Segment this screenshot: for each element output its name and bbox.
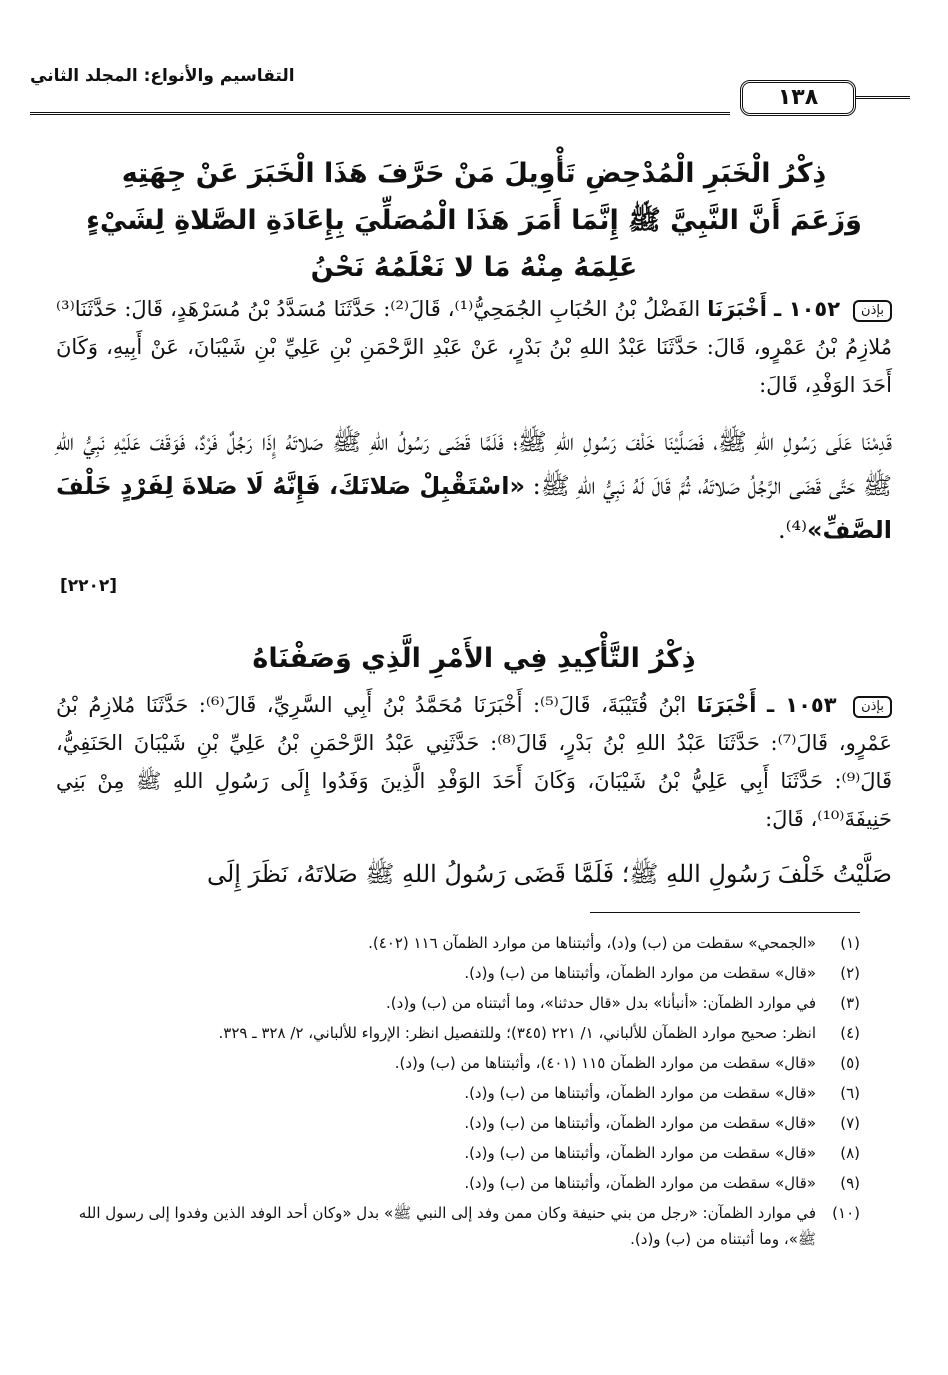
hadith-tag: بإذن [853,696,892,718]
running-title: التقاسيم والأنواع: المجلد الثاني [30,66,295,86]
footnote-text: «قال» سقطت من موارد الظمآن ١١٥ (٤٠١)، وأثبتناها من (ب) و(د). [394,1054,816,1072]
hadith-1053-isnad [56,686,892,838]
footnote-item [60,1018,860,1048]
hadith-1053-matn: صَلَّيْتُ خَلْفَ رَسُولِ اللهِ ﷺ؛ فَلَمَّا قَضَى رَسُولُ اللهِ ﷺ صَلاتَهُ، نَظَرَ إِلَى [206,860,892,888]
footnote-number: (٤) [840,1024,860,1042]
footnote-item [60,1138,860,1168]
footnote-item [60,1078,860,1108]
footnote-item [60,1168,860,1198]
footnote-text: «قال» سقطت من موارد الظمآن، وأثبتناها من (ب) و(د). [464,964,816,982]
section-title-1-line3: عَلِمَهُ مِنْهُ مَا لا نَعْلَمُهُ نَحْنُ [310,252,638,283]
footnote-text: «قال» سقطت من موارد الظمآن، وأثبتناها من (ب) و(د). [464,1174,816,1192]
section-title-1-line2: وَزَعَمَ أَنَّ النَّبِيَّ ﷺ إِنَّمَا أَمَرَ هَذَا الْمُصَلِّيَ بِإِعَادَةِ الصَّلاةِ لِشَيْءٍ [86,205,862,236]
header-rule-right [856,96,910,99]
hadith-1052-matn [56,420,892,552]
footnote-number: (٩) [840,1174,860,1192]
footnote-text: انظر: صحيح موارد الظمآن للألباني، ١/ ٢٢١ (٣٤٥)؛ وللتفصيل انظر: الإرواء للألباني، ٢/ ٣٢٨ ـ ٣٢٩. [218,1024,816,1042]
hadith-number: ١٠٥٣ ـ [766,693,837,717]
footnote-text: في موارد الظمآن: «رجل من بني حنيفة وكان ممن وفد إلى النبي ﷺ» بدل «وكان أحد الوفد الذين وفدوا إلى رسول الله ﷺ»، وما أثبتناه من (ب) و(د). [78,1204,816,1248]
footnote-number: (١) [840,934,860,952]
isnad-text: الفَضْلُ بْنُ الحُبَابِ الجُمَحِيُّ⁽¹⁾، قَالَ⁽²⁾: حَدَّثَنَا مُسَدَّدُ بْنُ مُسَرْهَدٍ، قَالَ: حَدَّثَنَا⁽³⁾ مُلازِمُ بْنُ عَمْرٍو، قَالَ: حَدَّثَنَا عَبْدُ اللهِ بْنُ بَدْرٍ، عَنْ عَبْدِ الرَّحْمَنِ بْنِ عَلِيِّ بْنِ شَيْبَانَ، عَنْ أَبِيهِ، وَكَانَ أَحَدَ الوَفْدِ، قَالَ: [56,297,892,397]
page-header [30,66,890,116]
hadith-tag: بإذن [853,300,892,322]
footnote-text: «الجمحي» سقطت من (ب) و(د)، وأثبتناها من موارد الظمآن ١١٦ (٤٠٢). [368,934,816,952]
footnote-item [60,1108,860,1138]
isnad-text: ابْنُ قُتَيْبَةَ، قَالَ⁽⁵⁾: أَخْبَرَنَا مُحَمَّدُ بْنُ أَبِي السَّرِيِّ، قَالَ⁽⁶⁾: حَدَّثَنَا مُلازِمُ بْنُ عَمْرٍو، قَالَ⁽⁷⁾: حَدَّثَنَا عَبْدُ اللهِ بْنُ بَدْرٍ، قَالَ⁽⁸⁾: حَدَّثَنِي عَبْدُ الرَّحْمَنِ بْنُ عَلِيِّ بْنِ شَيْبَانَ الحَنَفِيُّ، قَالَ⁽⁹⁾: حَدَّثَنَا أَبِي عَلِيُّ بْنُ شَيْبَانَ، وَكَانَ أَحَدَ الوَفْدِ الَّذِينَ وَفَدُوا إِلَى رَسُولِ اللهِ ﷺ مِنْ بَنِي حَنِيفَةَ⁽¹⁰⁾، قَالَ: [56,693,892,831]
section-title-1 [50,150,898,291]
isnad-lead: أَخْبَرَنَا [707,297,767,321]
footnote-text: «قال» سقطت من موارد الظمآن، وأثبتناها من (ب) و(د). [464,1114,816,1132]
footnote-number: (١٠) [832,1204,860,1222]
page-number: ١٣٨ [740,80,856,116]
footnote-separator [590,912,860,913]
footnote-number: (٢) [840,964,860,982]
footnote-item [60,1198,860,1252]
section-title-1-line1: ذِكْرُ الْخَبَرِ الْمُدْحِضِ تَأْوِيلَ مَنْ حَرَّفَ هَذَا الْخَبَرَ عَنْ جِهَتِهِ [121,158,827,189]
matn-footnote-mark: ⁽⁴⁾. [777,516,808,544]
footnote-text: «قال» سقطت من موارد الظمآن، وأثبتناها من (ب) و(د). [464,1084,816,1102]
section-title-2: ذِكْرُ التَّأْكِيدِ فِي الأَمْرِ الَّذِي وَصَفْنَاهُ [252,643,696,674]
footnote-text: «قال» سقطت من موارد الظمآن، وأثبتناها من (ب) و(د). [464,1144,816,1162]
hadith-reference: [٢٢٠٢] [60,576,118,596]
footnote-number: (٧) [840,1114,860,1132]
footnote-number: (٥) [840,1054,860,1072]
footnote-number: (٦) [840,1084,860,1102]
footnote-item [60,958,860,988]
hadith-1052-isnad [56,290,892,404]
matn-text: قَدِمْنَا عَلَى رَسُولِ اللهِ ﷺ، فَصَلَّيْنَا خَلْفَ رَسُولِ اللهِ ﷺ؛ فَلَمَّا قَضَى رَسُولُ اللهِ ﷺ صَلاتَهُ إِذَا رَجُلٌ فَرْدٌ، فَوَقَفَ عَلَيْهِ نَبِيُّ اللهِ ﷺ حَتَّى قَضَى الرَّجُلُ صَلاتَهُ، ثُمَّ قَالَ لَهُ نَبِيُّ اللهِ ﷺ: [56,428,892,500]
hadith-number: ١٠٥٢ ـ [773,297,841,321]
header-rule-left [30,112,730,115]
footnote-item [60,928,860,958]
footnote-item [60,1048,860,1078]
footnote-item [60,988,860,1018]
footnotes [60,928,860,1252]
footnote-number: (٣) [840,994,860,1012]
matn-quote: «اسْتَقْبِلْ صَلاتَكَ، فَإِنَّهُ لَا صَلاةَ لِفَرْدٍ خَلْفَ الصَّفِّ» [56,472,892,544]
footnote-text: في موارد الظمآن: «أنبأنا» بدل «قال حدثنا»، وما أثبتناه من (ب) و(د). [386,994,816,1012]
isnad-lead: أَخْبَرَنَا [696,693,757,717]
footnote-number: (٨) [840,1144,860,1162]
